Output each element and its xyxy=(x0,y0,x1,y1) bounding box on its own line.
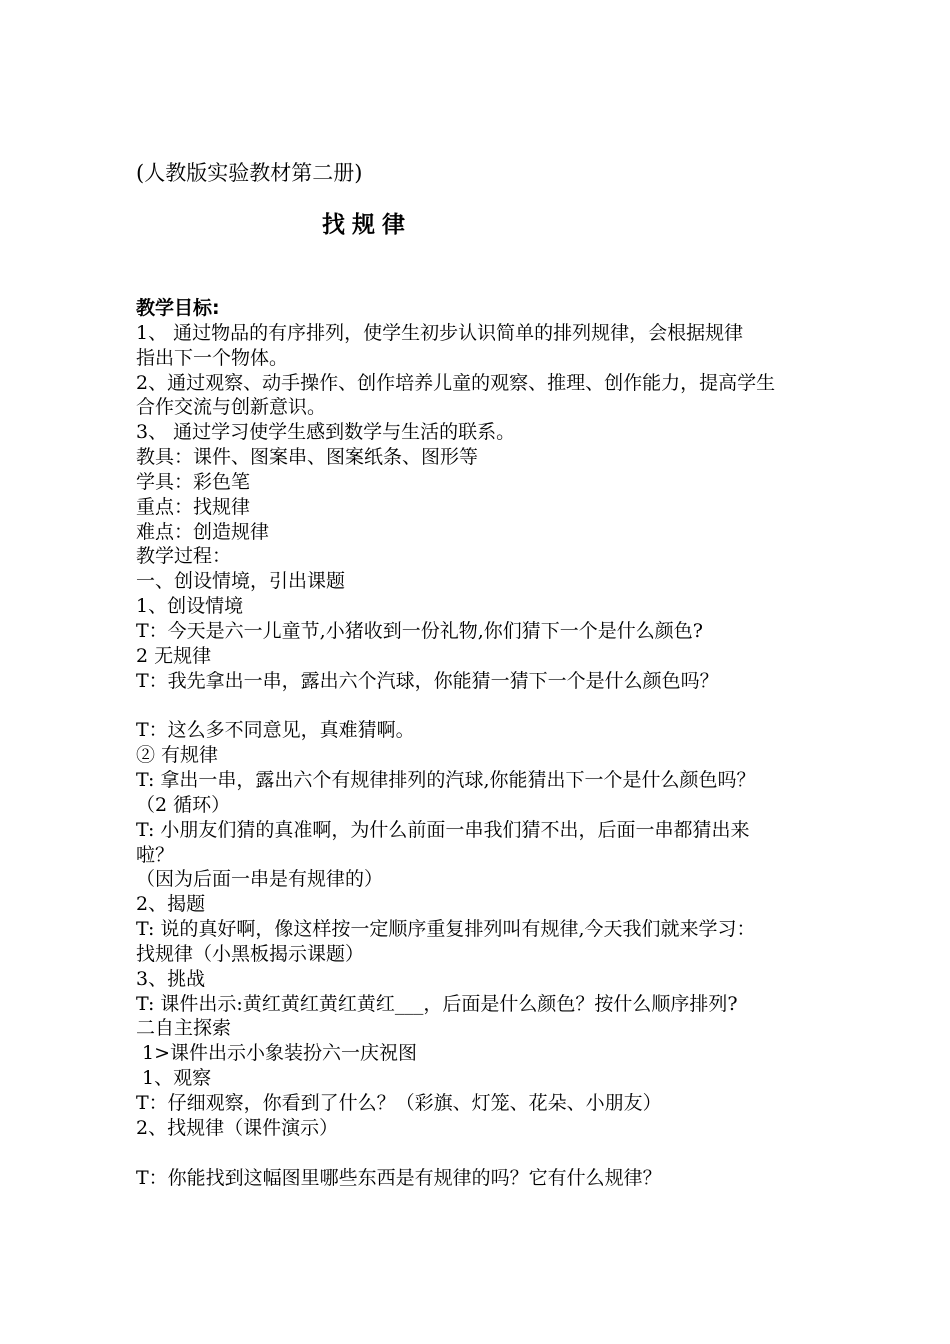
text-line: 教学过程： xyxy=(136,545,232,568)
lesson-title: 找规律 xyxy=(322,212,412,238)
text-line: 啦？ xyxy=(136,843,175,866)
text-line: 3、挑战 xyxy=(136,967,206,990)
text-line: 2 无规律 xyxy=(136,644,212,667)
text-line: T：今天是六一儿童节,小猪收到一份礼物,你们猜下一个是什么颜色? xyxy=(136,619,703,642)
text-line: 3、 通过学习使学生感到数学与生活的联系。 xyxy=(136,421,516,444)
text-line: 指出下一个物体。 xyxy=(136,346,289,369)
text-line: T: 说的真好啊，像这样按一定顺序重复排列叫有规律,今天我们就来学习： xyxy=(136,918,756,941)
blank-line xyxy=(136,694,856,719)
text-line: 1>课件出示小象装扮六一庆祝图 xyxy=(136,1042,418,1065)
text-line: 找规律（小黑板揭示课题） xyxy=(136,942,365,965)
text-line: 难点：创造规律 xyxy=(136,520,270,543)
text-line: T：这么多不同意见，真难猜啊。 xyxy=(136,719,415,742)
text-line: 2、通过观察、动手操作、创作培养儿童的观察、推理、创作能力，提高学生 xyxy=(136,371,776,394)
text-line: T: 小朋友们猜的真准啊，为什么前面一串我们猜不出，后面一串都猜出来 xyxy=(136,818,750,841)
blank-line xyxy=(136,1141,856,1166)
text-line: 2、找规律（课件演示） xyxy=(136,1116,339,1139)
text-line: T: 课件出示:黄红黄红黄红黄红___，后面是什么颜色？按什么顺序排列? xyxy=(136,992,738,1015)
text-line: （因为后面一串是有规律的） xyxy=(136,868,384,891)
text-line: T：你能找到这幅图里哪些东西是有规律的吗？它有什么规律？ xyxy=(136,1166,662,1189)
lesson-plan-body xyxy=(136,296,856,1190)
text-line: T：仔细观察，你看到了什么？（彩旗、灯笼、花朵、小朋友） xyxy=(136,1092,662,1114)
text-line: 教具：课件、图案串、图案纸条、图形等 xyxy=(136,446,479,469)
text-line: 合作交流与创新意识。 xyxy=(136,396,327,419)
text-line: 重点：找规律 xyxy=(136,495,251,518)
text-line: 2、揭题 xyxy=(136,893,206,916)
text-line: 学具：彩色笔 xyxy=(136,470,251,493)
text-line: ② 有规律 xyxy=(136,744,219,767)
text-line: 1、观察 xyxy=(136,1067,212,1090)
text-line: 1、 通过物品的有序排列，使学生初步认识简单的排列规律，会根据规律 xyxy=(136,321,744,344)
textbook-edition-subtitle: (人教版实验教材第二册) xyxy=(136,161,363,185)
text-line: T：我先拿出一串，露出六个汽球，你能猜一猜下一个是什么颜色吗？ xyxy=(136,669,719,692)
text-line: 二自主探索 xyxy=(136,1017,232,1040)
objectives-heading: 教学目标: xyxy=(136,297,220,319)
text-line: 一、创设情境，引出课题 xyxy=(136,570,346,593)
text-line: （2 循环） xyxy=(136,793,231,816)
text-line: 1、创设情境 xyxy=(136,595,244,618)
text-line: T: 拿出一串，露出六个有规律排列的汽球,你能猜出下一个是什么颜色吗？ xyxy=(136,769,756,792)
